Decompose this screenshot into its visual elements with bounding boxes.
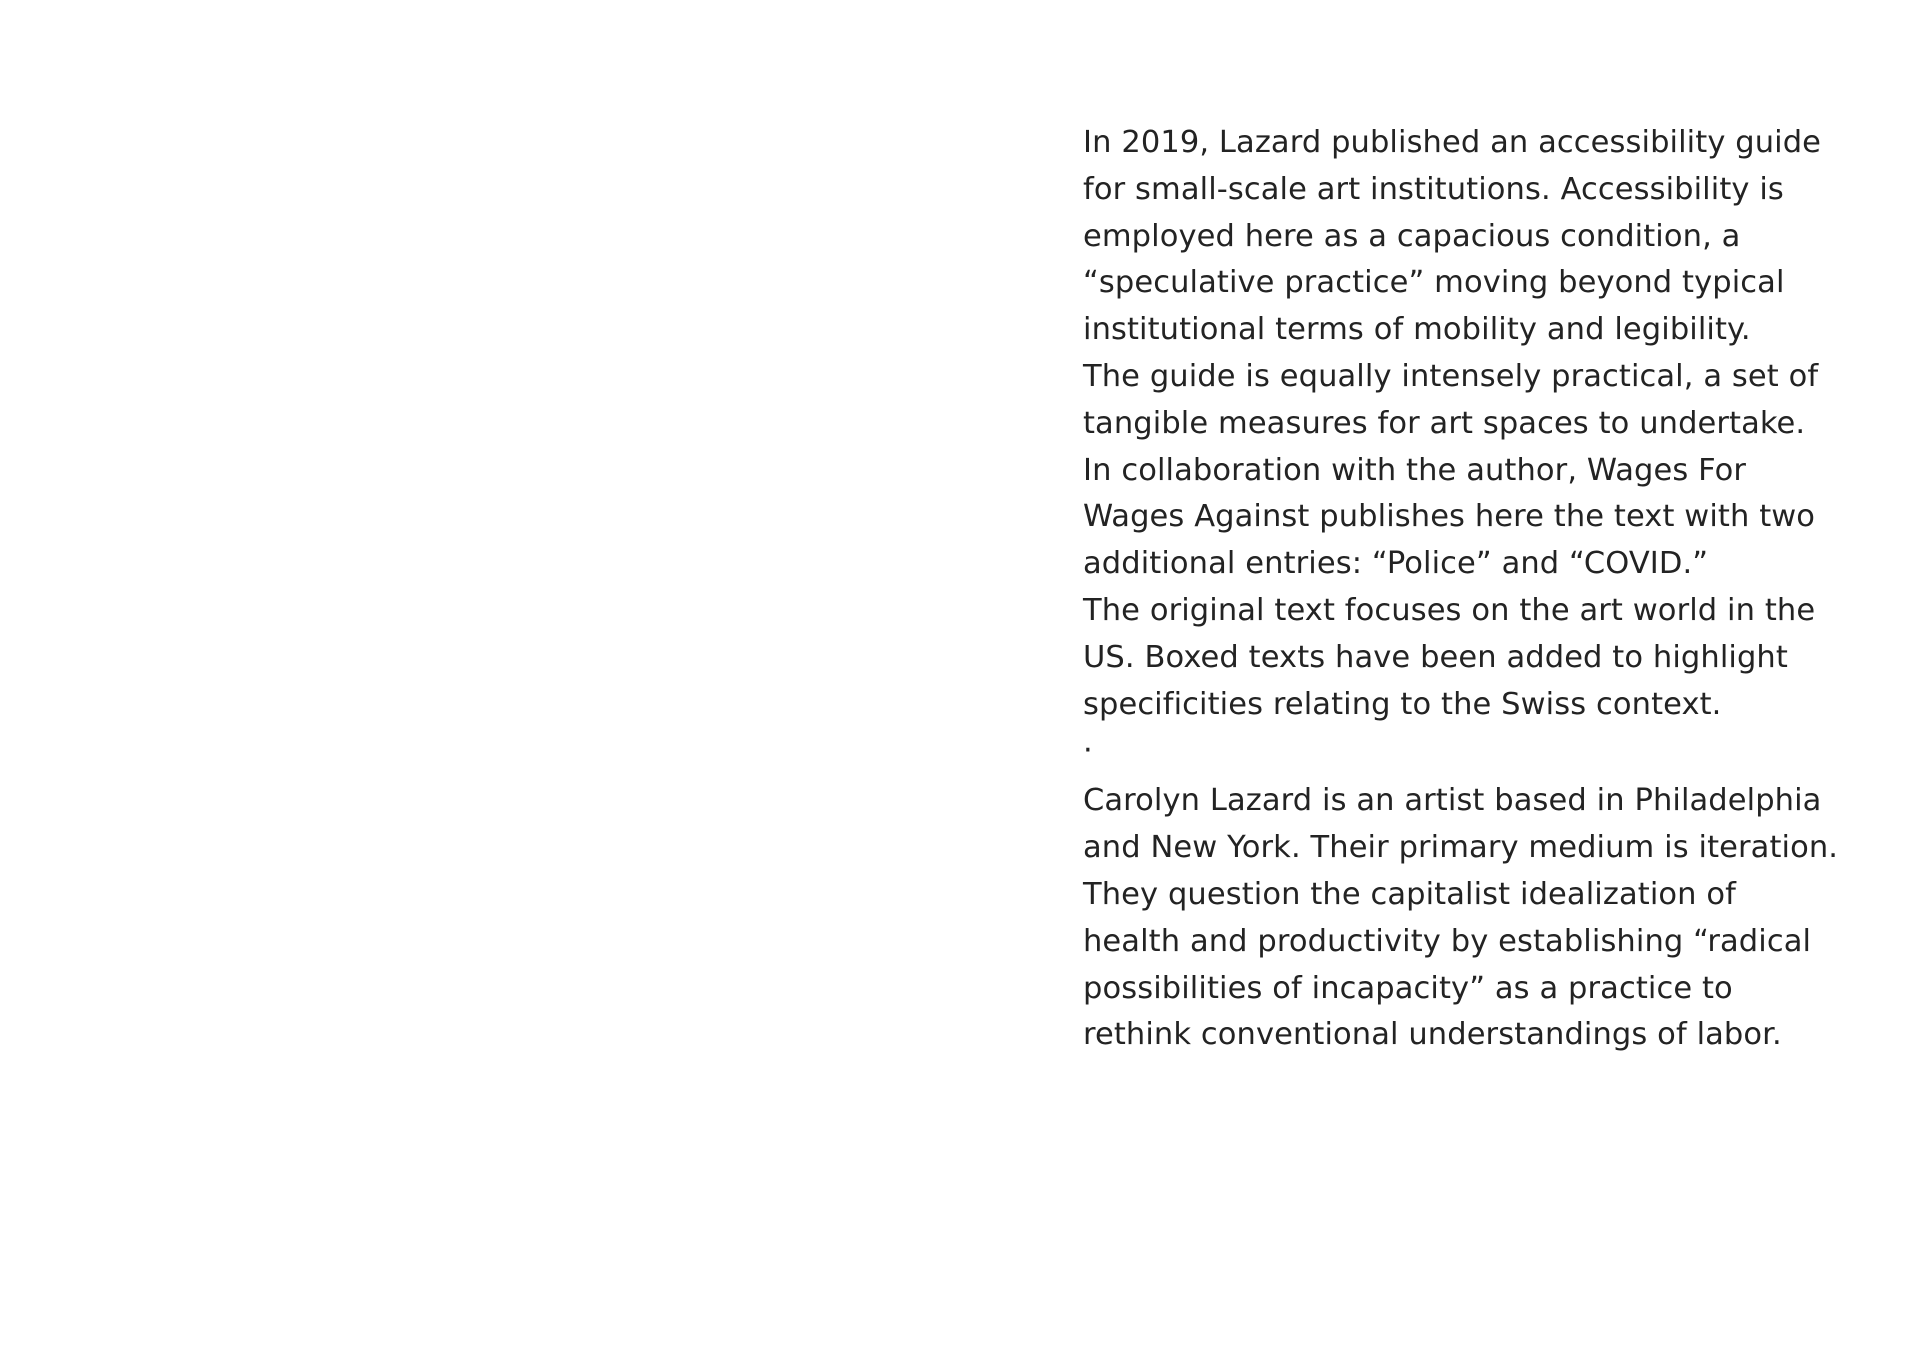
bio-line: possibilities of incapacity” as a practice to bbox=[1083, 970, 1733, 1006]
intro-line: additional entries: “Police” and “COVID.” bbox=[1083, 546, 1709, 582]
intro-line: for small-scale art institutions. Accessibility is bbox=[1083, 171, 1784, 207]
intro-line: US. Boxed texts have been added to highlight bbox=[1083, 639, 1788, 675]
bio-line: health and productivity by establishing “radical bbox=[1083, 923, 1812, 959]
intro-line: institutional terms of mobility and legibility. bbox=[1083, 312, 1751, 348]
bio-line: They question the capitalist idealization of bbox=[1083, 876, 1736, 912]
intro-line: In 2019, Lazard published an accessibility guide bbox=[1083, 125, 1822, 160]
intro-paragraph bbox=[1083, 120, 1893, 728]
intro-line: employed here as a capacious condition, a bbox=[1083, 218, 1741, 254]
bio-line: Carolyn Lazard is an artist based in Philadelphia bbox=[1083, 783, 1822, 819]
bio-paragraph bbox=[1083, 778, 1893, 1059]
intro-line: The guide is equally intensely practical, a set of bbox=[1083, 358, 1819, 394]
bio-line: and New York. Their primary medium is iteration. bbox=[1083, 830, 1839, 866]
intro-line: In collaboration with the author, Wages For bbox=[1083, 452, 1747, 488]
bio-line: rethink conventional understandings of labor. bbox=[1083, 1017, 1782, 1053]
section-separator-dot: · bbox=[1083, 733, 1093, 769]
intro-line: specificities relating to the Swiss context. bbox=[1083, 686, 1722, 722]
text-column bbox=[1083, 120, 1893, 1059]
intro-line: “speculative practice” moving beyond typical bbox=[1083, 265, 1785, 301]
intro-line: The original text focuses on the art world in the bbox=[1083, 592, 1816, 628]
intro-line: tangible measures for art spaces to undertake. bbox=[1083, 405, 1806, 441]
intro-line: Wages Against publishes here the text with two bbox=[1083, 499, 1816, 535]
